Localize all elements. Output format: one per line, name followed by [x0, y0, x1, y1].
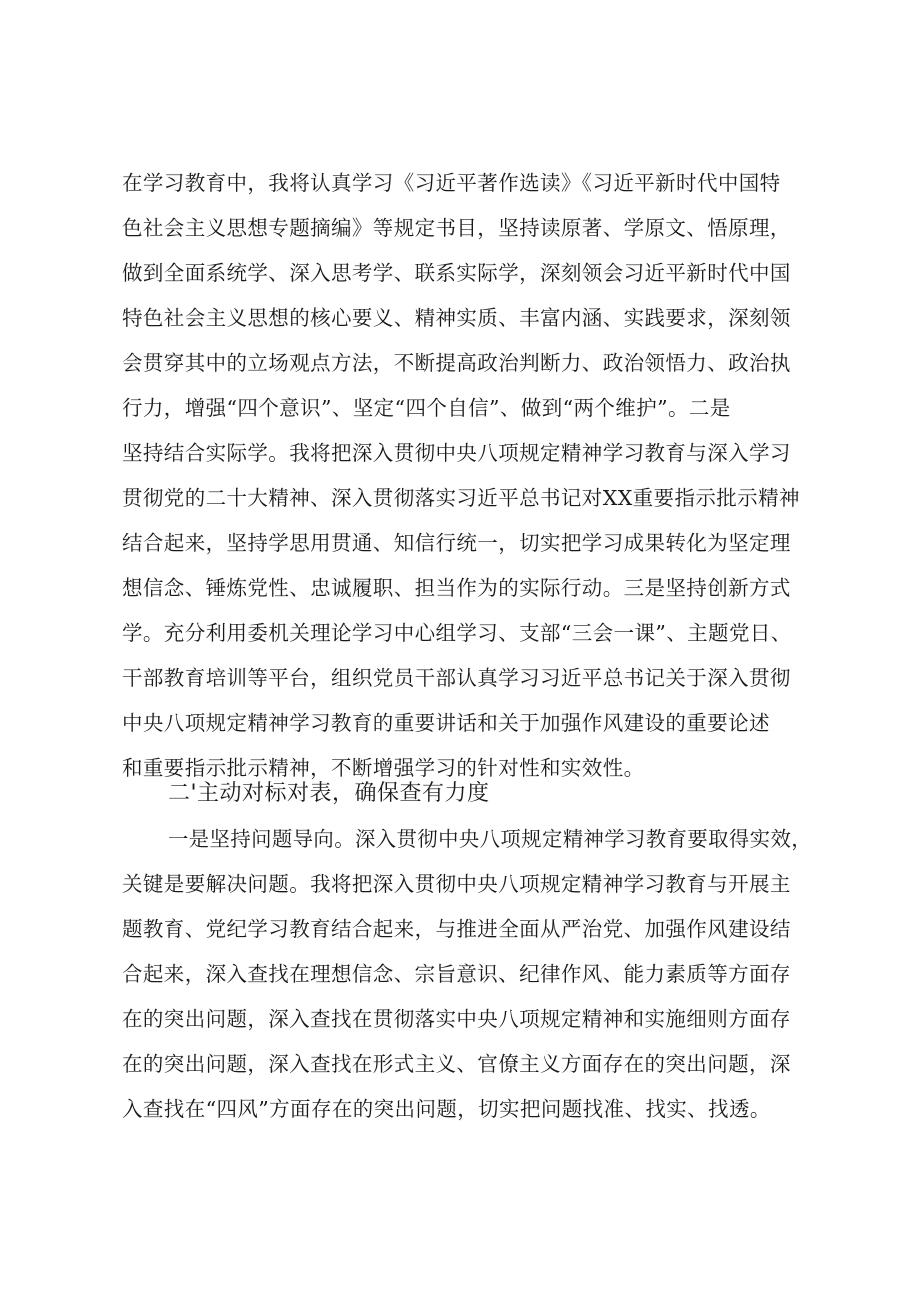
paragraph-line: 在的突出问题，深入查找在形式主义、官僚主义方面存在的突出问题，深 [122, 1052, 791, 1076]
paragraph-line: 关键是要解决问题。我将把深入贯彻中央八项规定精神学习教育与开展主 [122, 872, 791, 896]
section-heading: 二'主动对标对表，确保查有力度 [168, 781, 490, 806]
paragraph-line: 在的突出问题，深入查找在贯彻落实中央八项规定精神和实施细则方面存 [122, 1007, 791, 1031]
paragraph-line: 题教育、党纪学习教育结合起来，与推进全面从严治党、加强作风建设结 [122, 917, 791, 941]
paragraph-line: 贯彻党的二十大精神、深入贯彻落实习近平总书记对XX重要指示批示精神 [122, 486, 800, 510]
paragraph-line: 干部教育培训等平台，组织党员干部认真学习习近平总书记关于深入贯彻 [122, 666, 791, 690]
paragraph-line: 一是坚持问题导向。深入贯彻中央八项规定精神学习教育要取得实效， [168, 827, 813, 851]
paragraph-line: 和重要指示批示精神，不断增强学习的针对性和实效性。 [122, 756, 645, 780]
paragraph-line: 学。充分利用委机关理论学习中心组学习、支部“三会一课”、主题党日、 [122, 621, 792, 645]
paragraph-line: 特色社会主义思想的核心要义、精神实质、丰富内涵、实践要求，深刻领 [122, 306, 791, 330]
paragraph-line: 中央八项规定精神学习教育的重要讲话和关于加强作风建设的重要论述 [122, 711, 770, 735]
paragraph-line: 想信念、锤炼党性、忠诚履职、担当作为的实际行动。三是坚持创新方式 [122, 576, 791, 600]
paragraph-line: 合起来，深入查找在理想信念、宗旨意识、纪律作风、能力素质等方面存 [122, 962, 791, 986]
paragraph-line: 行力，增强“四个意识”、坚定“四个自信”、做到“两个维护”。二是 [122, 396, 731, 420]
paragraph-line: 在学习教育中，我将认真学习《习近平著作选读》《习近平新时代中国特 [122, 171, 781, 195]
paragraph-line: 做到全面系统学、深入思考学、联系实际学，深刻领会习近平新时代中国 [122, 261, 791, 285]
paragraph-line: 结合起来，坚持学思用贯通、知信行统一，切实把学习成果转化为坚定理 [122, 531, 791, 555]
paragraph-line: 坚持结合实际学。我将把深入贯彻中央八项规定精神学习教育与深入学习 [122, 441, 791, 465]
paragraph-line: 色社会主义思想专题摘编》等规定书目，坚持读原著、学原文、悟原理， [122, 216, 791, 240]
paragraph-line: 入查找在“四风”方面存在的突出问题，切实把问题找准、找实、找透。 [122, 1097, 771, 1121]
paragraph-line: 会贯穿其中的立场观点方法，不断提高政治判断力、政治领悟力、政治执 [122, 351, 791, 375]
